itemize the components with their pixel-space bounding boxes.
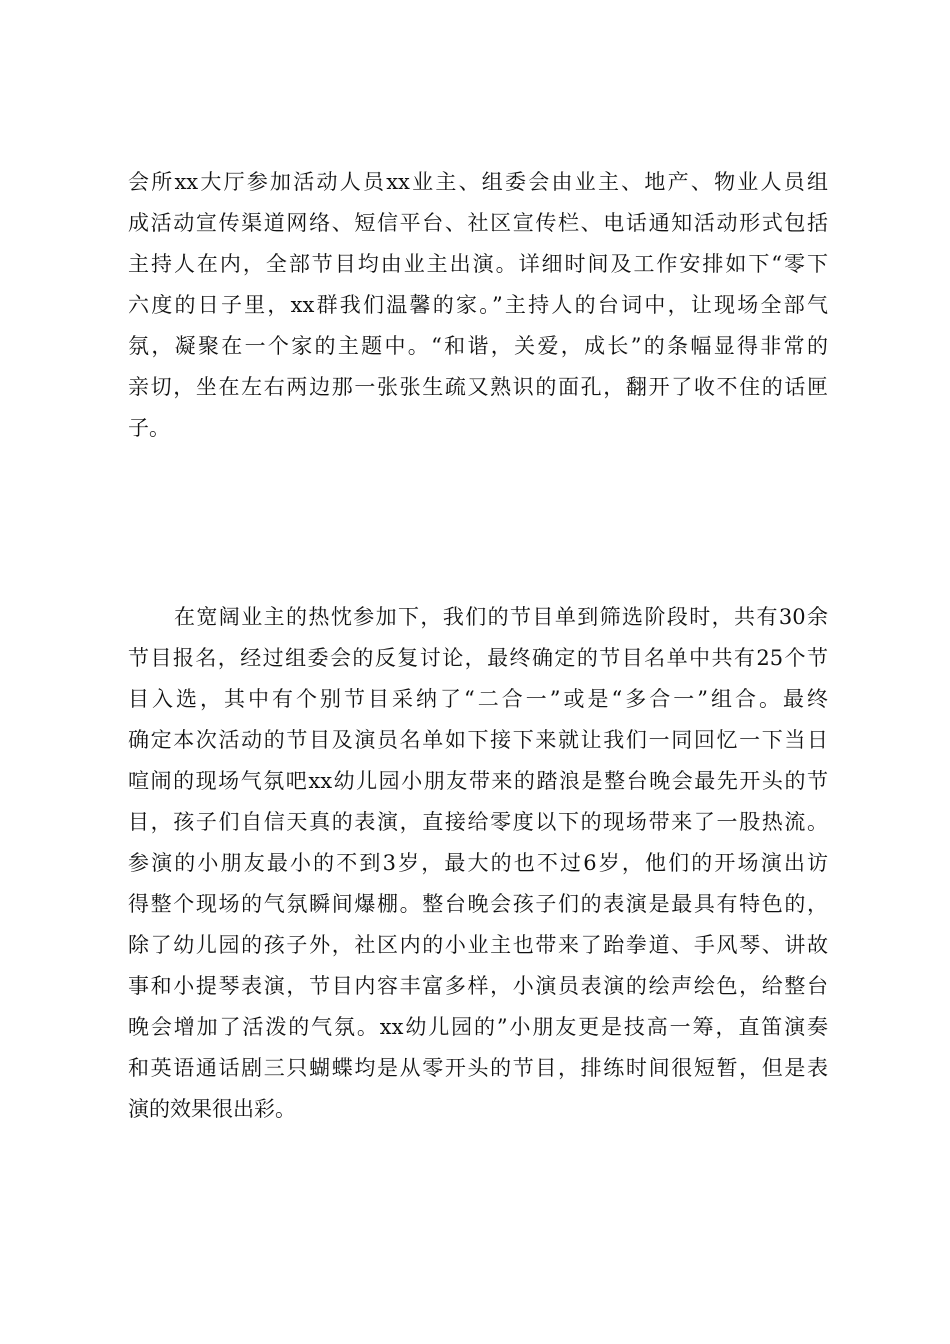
paragraph-line: 会所xx大厅参加活动人员xx业主、组委会由业主、地产、物业人员组: [128, 170, 828, 194]
paragraph-line: 子。: [128, 416, 170, 440]
paragraph-line: 氛，凝聚在一个家的主题中。“和谐，关爱，成长”的条幅显得非常的: [128, 334, 828, 358]
paragraph-line: 晚会增加了活泼的气氛。xx幼儿园的”小朋友更是技高一筹，直笛演奏: [128, 1015, 828, 1039]
paragraph-line: 喧闹的现场气氛吧xx幼儿园小朋友带来的踏浪是整台晚会最先开头的节: [128, 769, 828, 793]
paragraph-1: [128, 162, 828, 449]
paragraph-line: 事和小提琴表演，节目内容丰富多样，小演员表演的绘声绘色，给整台: [128, 974, 828, 998]
paragraph-line: 演的效果很出彩。: [128, 1097, 296, 1121]
paragraph-line: 主持人在内，全部节目均由业主出演。详细时间及工作安排如下“零下: [128, 252, 828, 276]
paragraph-2: [128, 597, 828, 1130]
paragraph-line: 得整个现场的气氛瞬间爆棚。整台晚会孩子们的表演是最具有特色的，: [128, 892, 828, 916]
paragraph-line: 除了幼儿园的孩子外，社区内的小业主也带来了跆拳道、手风琴、讲故: [128, 933, 828, 957]
paragraph-line: 确定本次活动的节目及演员名单如下接下来就让我们一同回忆一下当日: [128, 728, 828, 752]
paragraph-line: 目入选，其中有个别节目采纳了“二合一”或是“多合一”组合。最终: [128, 687, 828, 711]
paragraph-line: 成活动宣传渠道网络、短信平台、社区宣传栏、电话通知活动形式包括: [128, 211, 828, 235]
paragraph-line: 目，孩子们自信天真的表演，直接给零度以下的现场带来了一股热流。: [128, 810, 828, 834]
paragraph-line: 在宽阔业主的热忱参加下，我们的节目单到筛选阶段时，共有30余: [174, 605, 828, 629]
paragraph-line: 参演的小朋友最小的不到3岁，最大的也不过6岁，他们的开场演出访: [128, 851, 828, 875]
paragraph-line: 六度的日子里，xx群我们温馨的家。”主持人的台词中，让现场全部气: [128, 293, 828, 317]
paragraph-line: 节目报名，经过组委会的反复讨论，最终确定的节目名单中共有25个节: [128, 646, 828, 670]
paragraph-line: 亲切，坐在左右两边那一张张生疏又熟识的面孔，翻开了收不住的话匣: [128, 375, 828, 399]
paragraph-line: 和英语通话剧三只蝴蝶均是从零开头的节目，排练时间很短暂，但是表: [128, 1056, 828, 1080]
